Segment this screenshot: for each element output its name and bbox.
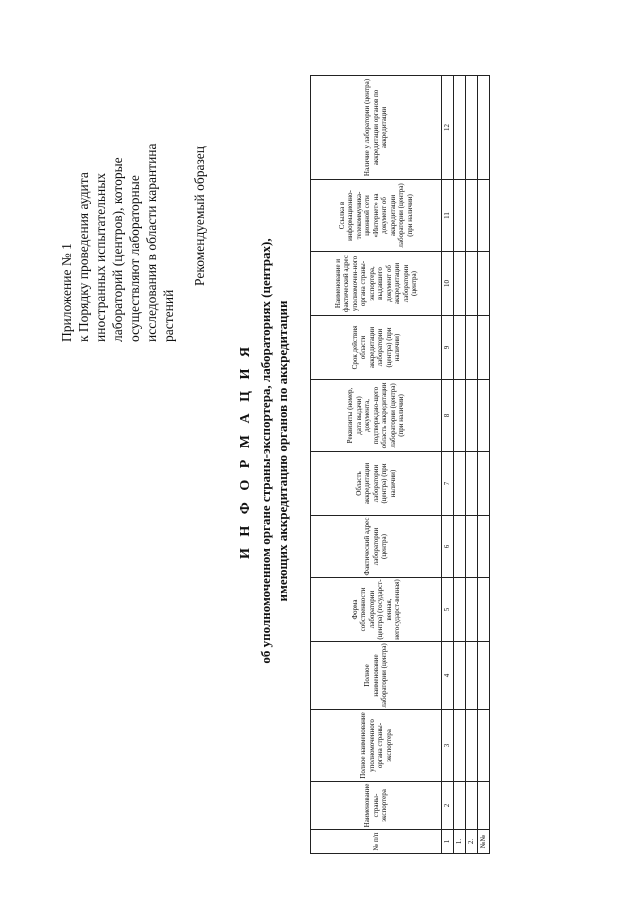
- header-cell: Реквизиты (номер, дата выдачи) документа, подтверждаю-щего область аккредитации лаборатории (центра) (при наличии): [311, 380, 442, 452]
- table-row: [478, 76, 490, 854]
- appendix-line: лабораторий (центров), которые: [110, 157, 125, 342]
- sample-label: Рекомендуемый образец: [192, 145, 207, 286]
- header-row: [311, 76, 442, 854]
- appendix-line: Приложение № 1: [59, 243, 74, 342]
- table-cell: [466, 316, 478, 380]
- header-cell: Фактический адрес лаборатории (центра): [311, 516, 442, 578]
- column-number: 10: [442, 252, 454, 316]
- table-cell: [454, 252, 466, 316]
- column-number: 8: [442, 380, 454, 452]
- column-number: 4: [442, 642, 454, 710]
- column-number-row: [442, 76, 454, 854]
- table-cell: [454, 76, 466, 180]
- table-cell: [454, 642, 466, 710]
- subtitle-line-1: об уполномоченном органе страны-экспортера, лабораториях (центрах),: [258, 238, 273, 664]
- column-number: 6: [442, 516, 454, 578]
- table-cell: [478, 252, 490, 316]
- appendix-line: к Порядку проведения аудита: [76, 172, 91, 342]
- information-table: [310, 75, 490, 854]
- table-cell: [454, 180, 466, 252]
- column-number: 7: [442, 452, 454, 516]
- column-number: 9: [442, 316, 454, 380]
- table-cell: [466, 578, 478, 642]
- table-cell: [478, 452, 490, 516]
- header-cell: Полное наименование лаборатории (центра): [311, 642, 442, 710]
- table-cell: [466, 516, 478, 578]
- header-cell: Наименование страны-экспортера: [311, 782, 442, 830]
- table-cell: [454, 380, 466, 452]
- document-subtitle: [257, 0, 291, 902]
- table-cell: [478, 516, 490, 578]
- table-cell: [466, 180, 478, 252]
- appendix-line: иностранных испытательных: [93, 172, 108, 342]
- column-number: 2: [442, 782, 454, 830]
- column-number: 5: [442, 578, 454, 642]
- table-cell: [466, 642, 478, 710]
- header-cell: Наличие у лаборатории (центра) аккредитации органов по аккредитации: [311, 76, 442, 180]
- table-cell: [478, 710, 490, 782]
- header-cell: Область аккредитации лаборатории (центра) (при наличии): [311, 452, 442, 516]
- table-cell: [454, 782, 466, 830]
- table-cell: [466, 252, 478, 316]
- table-cell: [478, 578, 490, 642]
- table-cell: [454, 710, 466, 782]
- row-number: №№: [478, 830, 490, 854]
- table-cell: [478, 76, 490, 180]
- appendix-line: осуществляют лабораторные: [127, 175, 142, 342]
- subtitle-line-2: имеющих аккредитацию органов по аккредитации: [275, 300, 290, 602]
- header-cell: № п/п: [311, 830, 442, 854]
- table-cell: [466, 76, 478, 180]
- header-cell: Ссылка в информационно-телекоммуника-ционной сети «Интернет» на документ об аккредитации лаборатории (центра) (при наличии): [311, 180, 442, 252]
- table-cell: [478, 642, 490, 710]
- table-row: [454, 76, 466, 854]
- table-cell: [466, 380, 478, 452]
- header-cell: Полное наименование уполномоченного органа страны-экспортера: [311, 710, 442, 782]
- header-cell: Форма собственности лаборатории (центра) (государст-венная, негосударст-венная): [311, 578, 442, 642]
- appendix-block: [58, 42, 177, 342]
- table-cell: [454, 452, 466, 516]
- table-cell: [466, 710, 478, 782]
- appendix-line: исследования в области карантина: [144, 143, 159, 342]
- header-cell: Наименование и фактический адрес уполномочен-ного органа страны-экспортера, выдавшего документ об аккредитации лаборатории (центра): [311, 252, 442, 316]
- table-cell: [478, 316, 490, 380]
- table-row: [466, 76, 478, 854]
- table-cell: [466, 452, 478, 516]
- row-number: 1.: [454, 830, 466, 854]
- table-cell: [454, 578, 466, 642]
- column-number: 3: [442, 710, 454, 782]
- column-number: 11: [442, 180, 454, 252]
- row-number: 2.: [466, 830, 478, 854]
- table-cell: [478, 782, 490, 830]
- appendix-line: растений: [161, 289, 176, 342]
- table-cell: [466, 782, 478, 830]
- table-cell: [478, 180, 490, 252]
- column-number: 12: [442, 76, 454, 180]
- table-cell: [454, 516, 466, 578]
- column-number: 1: [442, 830, 454, 854]
- document-title: И Н Ф О Р М А Ц И Я: [238, 343, 253, 559]
- table-cell: [478, 380, 490, 452]
- header-cell: Срок действия области аккредитации лаборатории (центра) (при наличии): [311, 316, 442, 380]
- table-cell: [454, 316, 466, 380]
